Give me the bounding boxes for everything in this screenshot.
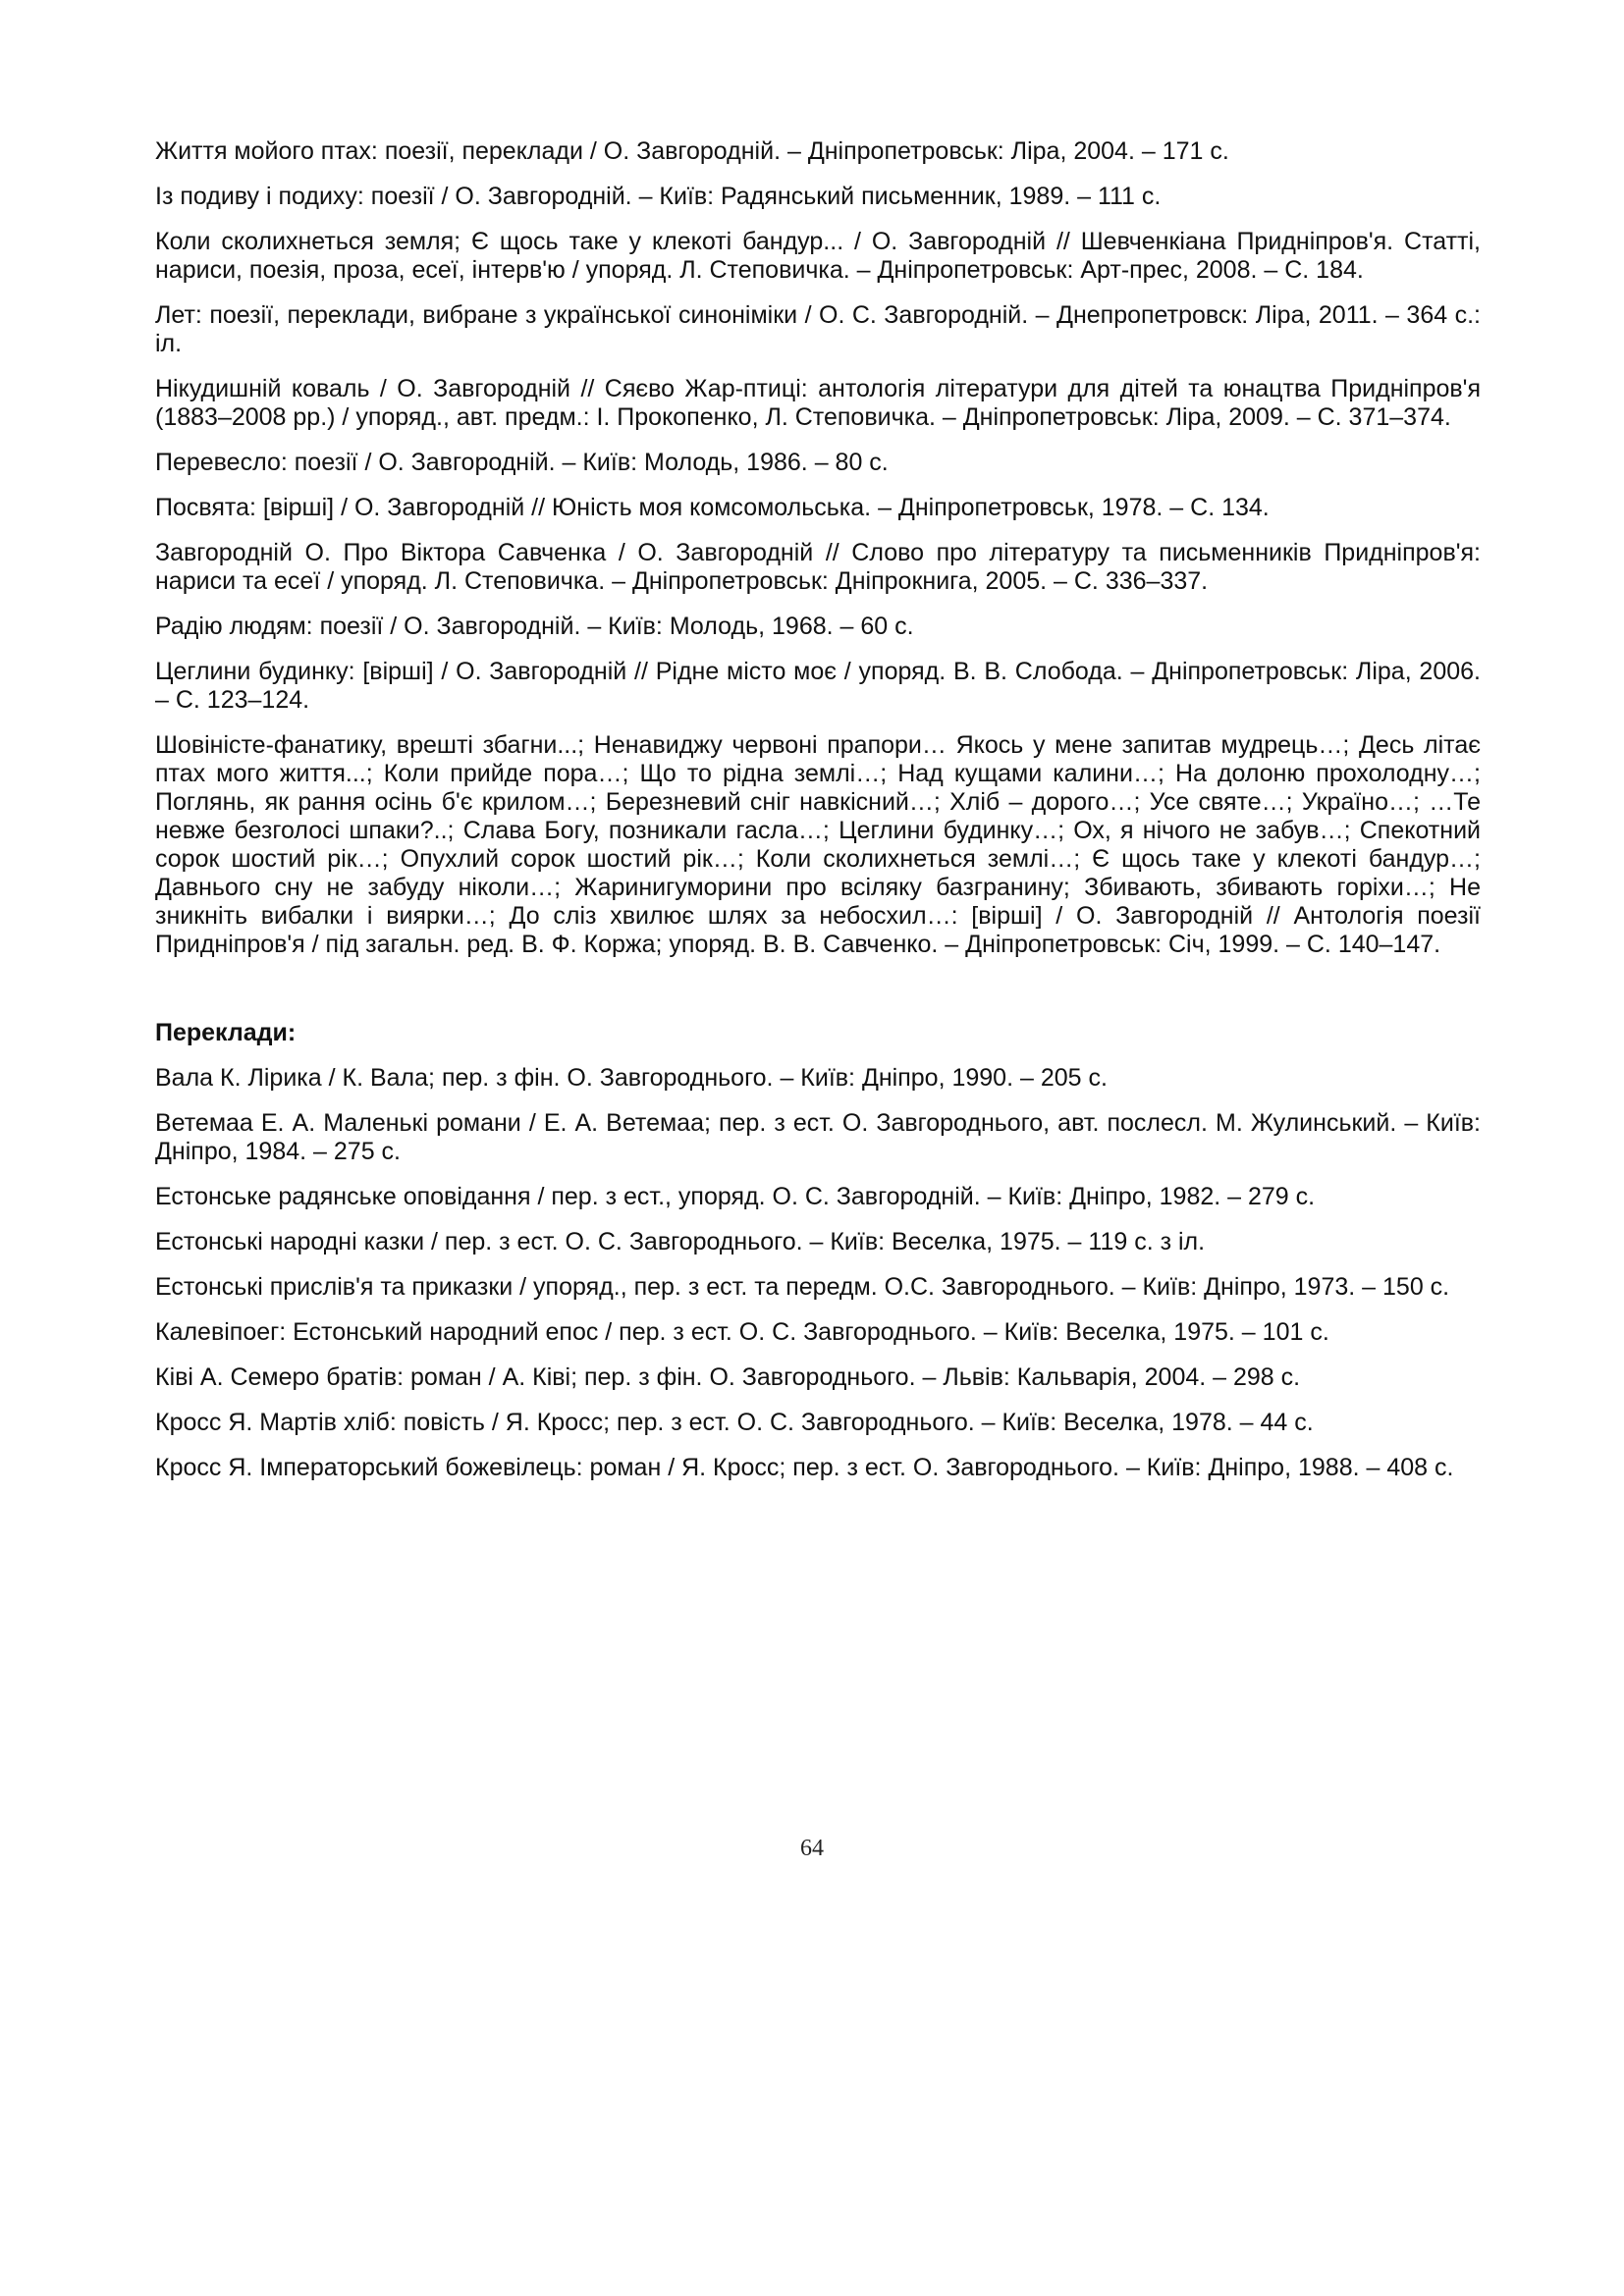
bibliography-entry: Завгородній О. Про Віктора Савченка / О. Завгородній // Слово про літературу та письменників Придніпров'я: нариси та есеї / упоряд. Л. Степовичка. – Дніпропетровськ: Дніпрокнига, 2005. – С. 336–337. [155, 539, 1481, 595]
translations-list [155, 1064, 1481, 1482]
bibliography-entry: Лет: поезії, переклади, вибране з української синоніміки / О. С. Завгородній. – Днепропетровск: Ліра, 2011. – 364 с.: іл. [155, 301, 1481, 357]
translation-entry: Вала К. Лірика / К. Вала; пер. з фін. О. Завгороднього. – Київ: Дніпро, 1990. – 205 с. [155, 1064, 1108, 1092]
works-list [155, 137, 1481, 959]
bibliography-entry: Перевесло: поезії / О. Завгородній. – Київ: Молодь, 1986. – 80 с. [155, 449, 889, 476]
bibliography-entry: Цеглини будинку: [вірші] / О. Завгородній // Рідне місто моє / упоряд. В. В. Слобода. – Дніпропетровськ: Ліра, 2006. – С. 123–124. [155, 658, 1481, 714]
translation-entry: Естонські прислів'я та приказки / упоряд., пер. з ест. та передм. О.С. Завгороднього. – Київ: Дніпро, 1973. – 150 с. [155, 1273, 1450, 1301]
translation-entry: Кросс Я. Імператорський божевілець: роман / Я. Кросс; пер. з ест. О. Завгороднього. – Київ: Дніпро, 1988. – 408 с. [155, 1454, 1454, 1481]
bibliography-entry: Життя мойого птах: поезії, переклади / О. Завгородній. – Дніпропетровськ: Ліра, 2004. – 171 с. [155, 137, 1229, 165]
section-spacer [155, 976, 1481, 1019]
translation-entry: Ківі А. Семеро братів: роман / А. Ківі; пер. з фін. О. Завгороднього. – Львів: Кальварія, 2004. – 298 с. [155, 1363, 1301, 1391]
translation-entry: Кросс Я. Мартів хліб: повість / Я. Кросс; пер. з ест. О. С. Завгороднього. – Київ: Веселка, 1978. – 44 с. [155, 1409, 1314, 1436]
bibliography-entry: Радію людям: поезії / О. Завгородній. – Київ: Молодь, 1968. – 60 с. [155, 613, 914, 640]
bibliography-entry: Нікудишній коваль / О. Завгородній // Сяєво Жар-птиці: антологія літератури для дітей та юнацтва Придніпров'я (1883–2008 рр.) / упоряд., авт. предм.: І. Прокопенко, Л. Степовичка. – Дніпропетровськ: Ліра, 2009. – С. 371–374. [155, 375, 1481, 431]
translation-entry: Естонські народні казки / пер. з ест. О. С. Завгороднього. – Київ: Веселка, 1975. – 119 с. з іл. [155, 1228, 1206, 1255]
document-page [155, 137, 1481, 1499]
bibliography-entry: Із подиву і подиху: поезії / О. Завгородній. – Київ: Радянський письменник, 1989. – 111 с. [155, 183, 1162, 210]
section-heading-translations: Переклади: [155, 1019, 297, 1046]
bibliography-entry: Посвята: [вірші] / О. Завгородній // Юність моя комсомольська. – Дніпропетровськ, 1978. – С. 134. [155, 494, 1270, 521]
bibliography-entry: Коли сколихнеться земля; Є щось таке у клекоті бандур... / О. Завгородній // Шевченкіана Придніпров'я. Статті, нариси, поезія, проза, есеї, інтерв'ю / упоряд. Л. Степовичка. – Дніпропетровськ: Арт-прес, 2008. – С. 184. [155, 228, 1481, 284]
page-number: 64 [800, 1836, 824, 1861]
bibliography-entry: Шовіністе-фанатику, врешті збагни...; Ненавиджу червоні прапори… Якось у мене запитав мудрець…; Десь літає птах мого життя...; Коли прийде пора…; Що то рідна землі…; Над кущами калини…; На долоню прохолодну…; Поглянь, як рання осінь б'є крилом…; Березневий сніг навкісний…; Хліб – дорого…; Усе святе…; Україно…; …Те невже безголосі шпаки?..; Слава Богу, позникали гасла…; Цеглини будинку…; Ох, я нічого не забув…; Спекотний сорок шостий рік…; Опухлий сорок шостий рік…; Коли сколихнеться землі…; Є щось таке у клекоті бандур…; Давнього сну не забуду ніколи…; Жаринигуморини про всіляку базгранину; Збивають, збивають горіхи…; Не зникніть вибалки і виярки…; До сліз хвилює шлях за небосхил…: [вірші] / О. Завгородній // Антологія поезії Придніпров'я / під загальн. ред. В. Ф. Коржа; упоряд. В. В. Савченко. – Дніпропетровськ: Січ, 1999. – С. 140–147. [155, 731, 1481, 958]
translation-entry: Естонське радянське оповідання / пер. з ест., упоряд. О. С. Завгородній. – Київ: Дніпро, 1982. – 279 с. [155, 1183, 1316, 1210]
translation-entry: Калевіпоег: Естонський народний епос / пер. з ест. О. С. Завгороднього. – Київ: Веселка, 1975. – 101 с. [155, 1318, 1329, 1346]
translation-entry: Ветемаа Е. А. Маленькі романи / Е. А. Ветемаа; пер. з ест. О. Завгороднього, авт. послесл. М. Жулинський. – Київ: Дніпро, 1984. – 275 с. [155, 1109, 1481, 1165]
